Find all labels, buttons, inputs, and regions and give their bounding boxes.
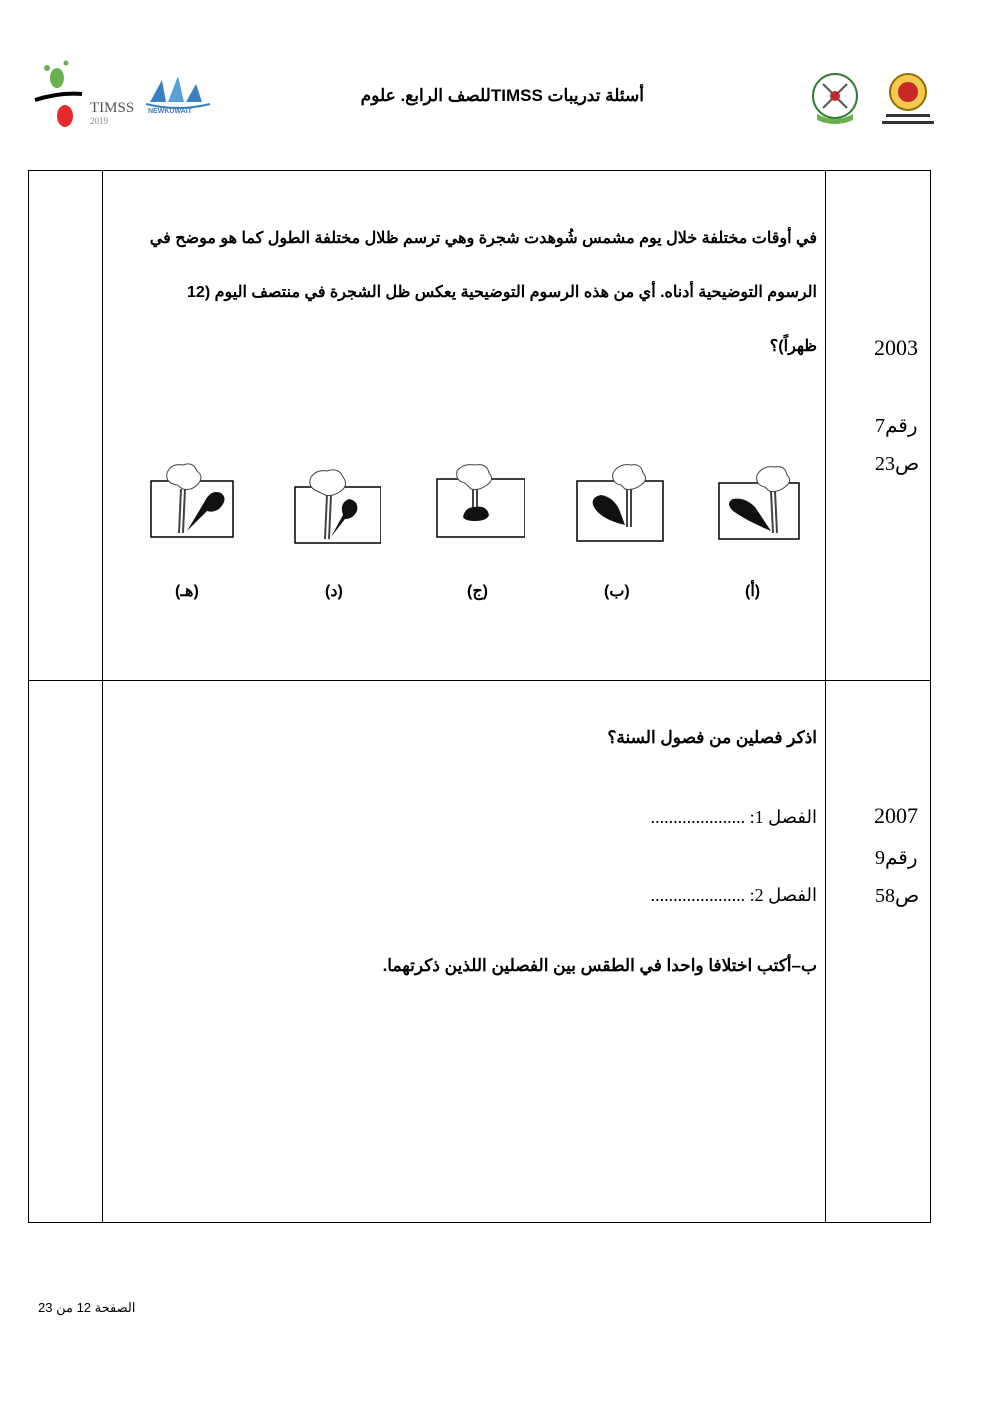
tree-figure-a-icon	[717, 461, 807, 543]
option-label-d: (د)	[325, 583, 343, 600]
question1-text: في أوقات مختلفة خلال يوم مشمس شُوهدت شجرة وهي ترسم ظلال مختلفة الطول كما هو موضح في الرسوم التوضيحية أدناه. أي من هذه الرسوم التوضيحية يعكس ظل الشجرة في منتصف اليوم (12 ظهراً)؟	[149, 230, 817, 355]
questions-table	[28, 170, 931, 1223]
row-divider	[29, 680, 930, 681]
question2-number: رقم9	[875, 847, 918, 869]
option-label-c: (ج)	[467, 583, 488, 600]
sail-icon	[142, 72, 214, 112]
option-label-a: (أ)	[745, 583, 761, 600]
timss-logo	[30, 58, 135, 128]
page-number: الصفحة 12 من 23	[38, 1300, 136, 1315]
ministry-logo	[878, 68, 938, 130]
question1-number: رقم7	[875, 415, 918, 437]
tree-figure-c-icon	[435, 461, 525, 543]
page-header	[0, 50, 992, 140]
question1-page: ص23	[875, 453, 920, 475]
ministry-emblem-icon	[878, 68, 938, 130]
table-divider-left	[102, 171, 103, 1222]
science-supervision-logo	[805, 68, 865, 128]
page-title: أسئلة تدريبات TIMSSللصف الرابع. علوم	[360, 86, 644, 105]
new-kuwait-logo	[142, 72, 222, 127]
tree-figure-d-icon	[291, 465, 381, 547]
science-emblem-icon	[805, 68, 865, 128]
new-kuwait-logo-text: NEWKUWAIT	[148, 108, 192, 115]
option-label-b: (ب)	[604, 583, 630, 600]
tree-figure-b-icon	[575, 461, 665, 543]
question2-page: ص58	[875, 885, 920, 907]
question1-year: 2003	[874, 335, 918, 360]
season2-line: الفصل 2: .....................	[650, 885, 817, 905]
season1-line: الفصل 1: .....................	[650, 807, 817, 827]
option-label-e: (هـ)	[175, 583, 199, 600]
question2-part-b: ب–أكتب اختلافا واحدا في الطقس بين الفصلين اللذين ذكرتهما.	[382, 956, 817, 975]
timss-logo-text: TIMSS	[90, 100, 135, 116]
question2-heading: اذكر فصلين من فصول السنة؟	[607, 728, 817, 747]
timss-figure-icon	[30, 58, 90, 133]
timss-logo-year: 2019	[90, 116, 108, 126]
tree-figure-e-icon	[147, 461, 237, 543]
table-divider-right	[825, 171, 826, 1222]
question2-year: 2007	[874, 803, 918, 828]
